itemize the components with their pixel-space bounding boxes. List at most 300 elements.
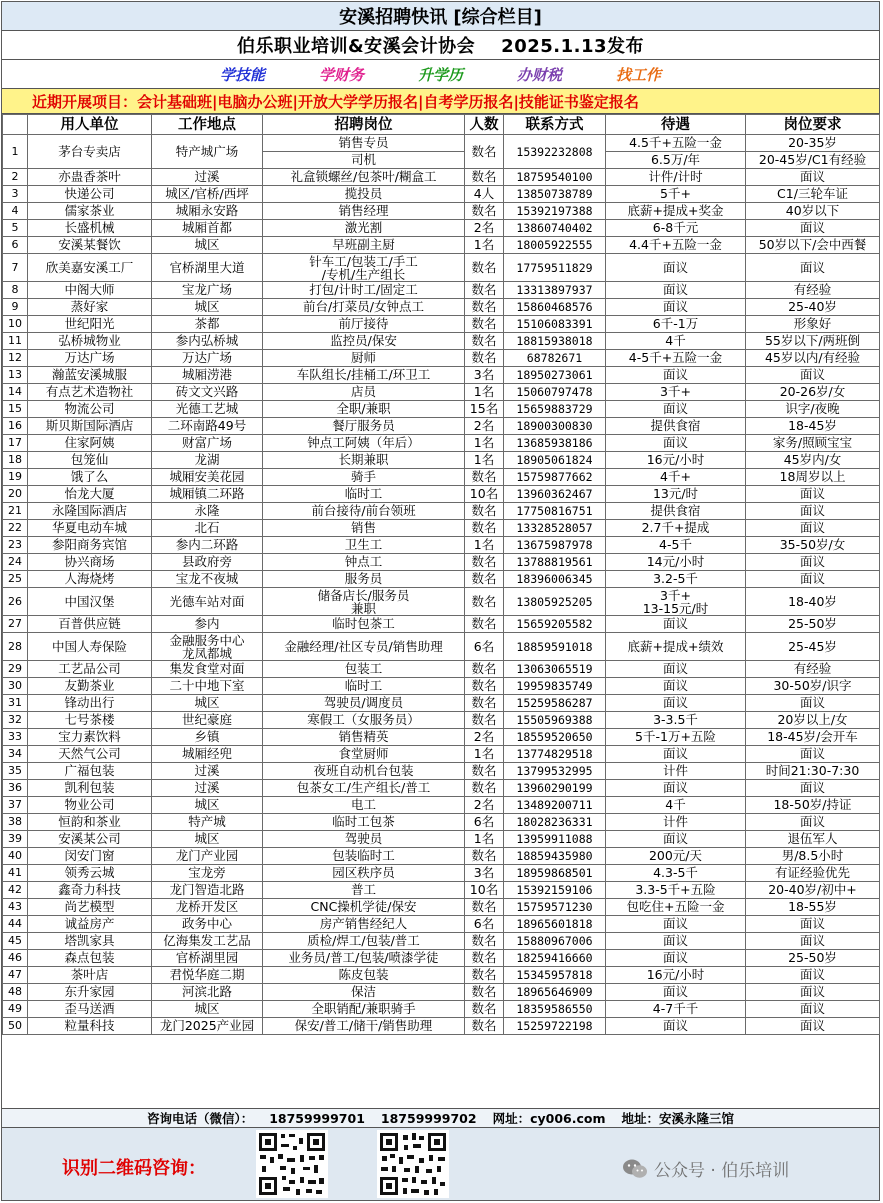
row-company: 住家阿姨 xyxy=(28,435,152,452)
row-phone[interactable]: 15345957818 xyxy=(504,967,606,984)
row-pay-line: 13-15元/时 xyxy=(642,600,709,616)
row-index: 18 xyxy=(3,452,28,469)
row-location: 县政府旁 xyxy=(152,554,263,571)
row-phone[interactable]: 13313897937 xyxy=(504,282,606,299)
row-count: 2名 xyxy=(465,418,504,435)
contact-bar xyxy=(2,1108,879,1128)
row-phone[interactable]: 13774829518 xyxy=(504,746,606,763)
row-count: 6名 xyxy=(465,814,504,831)
row-phone[interactable]: 15860468576 xyxy=(504,299,606,316)
row-pay xyxy=(606,135,746,169)
table-row xyxy=(3,712,880,729)
row-pay: 2.7千+提成 xyxy=(606,520,746,537)
row-count: 数名 xyxy=(465,503,504,520)
row-position: 普工 xyxy=(263,882,465,899)
table-row xyxy=(3,418,880,435)
table-row xyxy=(3,882,880,899)
row-position xyxy=(263,588,465,616)
row-position: 销售精英 xyxy=(263,729,465,746)
row-location-line: 龙凤都城 xyxy=(181,645,232,661)
row-location: 城区 xyxy=(152,1001,263,1018)
row-pay: 面议 xyxy=(606,661,746,678)
row-requirements: 面议 xyxy=(746,1001,880,1018)
row-index: 26 xyxy=(3,588,28,616)
row-phone[interactable]: 15259722198 xyxy=(504,1018,606,1035)
row-position: 包装工 xyxy=(263,661,465,678)
row-location: 宝龙旁 xyxy=(152,865,263,882)
row-phone[interactable]: 18859591018 xyxy=(504,633,606,661)
table-row xyxy=(3,746,880,763)
row-position: 店员 xyxy=(263,384,465,401)
row-requirements: 面议 xyxy=(746,695,880,712)
row-location: 万达广场 xyxy=(152,350,263,367)
table-row xyxy=(3,367,880,384)
row-phone[interactable]: 18859435980 xyxy=(504,848,606,865)
row-count: 数名 xyxy=(465,588,504,616)
row-company: 天然气公司 xyxy=(28,746,152,763)
row-requirements: 面议 xyxy=(746,220,880,237)
table-row xyxy=(3,865,880,882)
row-phone[interactable]: 18900300830 xyxy=(504,418,606,435)
row-index: 25 xyxy=(3,571,28,588)
row-index: 9 xyxy=(3,299,28,316)
row-pay: 13元/时 xyxy=(606,486,746,503)
row-phone[interactable]: 13328528057 xyxy=(504,520,606,537)
row-pay: 面议 xyxy=(606,401,746,418)
row-index: 48 xyxy=(3,984,28,1001)
row-position: 保安/普工/储干/销售助理 xyxy=(263,1018,465,1035)
row-index: 7 xyxy=(3,254,28,282)
row-phone[interactable]: 13805925205 xyxy=(504,588,606,616)
row-index: 31 xyxy=(3,695,28,712)
row-count: 数名 xyxy=(465,254,504,282)
row-pay: 包吃住+五险一金 xyxy=(606,899,746,916)
table-row xyxy=(3,554,880,571)
header-requirements: 岗位要求 xyxy=(746,115,880,135)
footer-panel xyxy=(2,1128,879,1200)
row-index: 36 xyxy=(3,780,28,797)
row-phone[interactable]: 68782671 xyxy=(504,350,606,367)
row-count: 数名 xyxy=(465,661,504,678)
row-location: 财富广场 xyxy=(152,435,263,452)
row-location: 宝龙不夜城 xyxy=(152,571,263,588)
table-row xyxy=(3,401,880,418)
row-phone[interactable]: 13063065519 xyxy=(504,661,606,678)
row-phone[interactable]: 15759571230 xyxy=(504,899,606,916)
row-count: 数名 xyxy=(465,763,504,780)
row-location: 过溪 xyxy=(152,763,263,780)
table-header-row xyxy=(3,115,880,135)
row-pay: 3.2-5千 xyxy=(606,571,746,588)
row-pay: 提供食宿 xyxy=(606,418,746,435)
row-count: 3名 xyxy=(465,865,504,882)
row-phone[interactable]: 18559520650 xyxy=(504,729,606,746)
row-position: 包装临时工 xyxy=(263,848,465,865)
row-company: 物流公司 xyxy=(28,401,152,418)
row-requirements: 形象好 xyxy=(746,316,880,333)
contact-phone-1[interactable]: 18759999701 xyxy=(269,1110,365,1126)
tag-degree: 升学历 xyxy=(417,65,463,84)
row-requirements: 25-40岁 xyxy=(746,299,880,316)
row-count: 1名 xyxy=(465,384,504,401)
row-index: 49 xyxy=(3,1001,28,1018)
row-count: 数名 xyxy=(465,1018,504,1035)
qr-code-2[interactable] xyxy=(377,1130,449,1198)
row-requirements: 18-40岁 xyxy=(746,588,880,616)
row-requirements: 50岁以下/会中西餐 xyxy=(746,237,880,254)
row-location: 城区 xyxy=(152,237,263,254)
row-pay: 面议 xyxy=(606,831,746,848)
row-phone[interactable]: 15880967006 xyxy=(504,933,606,950)
row-phone[interactable]: 18028236331 xyxy=(504,814,606,831)
row-company: 歪马送酒 xyxy=(28,1001,152,1018)
row-index: 13 xyxy=(3,367,28,384)
row-pay: 底薪+提成+奖金 xyxy=(606,203,746,220)
row-company: 尚艺模型 xyxy=(28,899,152,916)
table-row xyxy=(3,452,880,469)
row-company: 茶叶店 xyxy=(28,967,152,984)
row-pay: 200元/天 xyxy=(606,848,746,865)
row-count: 数名 xyxy=(465,695,504,712)
row-index: 5 xyxy=(3,220,28,237)
row-pay: 计件 xyxy=(606,763,746,780)
header-location: 工作地点 xyxy=(152,115,263,135)
row-index: 46 xyxy=(3,950,28,967)
table-row xyxy=(3,616,880,633)
row-location: 城厢首都 xyxy=(152,220,263,237)
row-position: 餐厅服务员 xyxy=(263,418,465,435)
row-phone[interactable]: 15759877662 xyxy=(504,469,606,486)
row-position: 质检/焊工/包装/普工 xyxy=(263,933,465,950)
row-location: 城厢经兜 xyxy=(152,746,263,763)
row-phone[interactable]: 13685938186 xyxy=(504,435,606,452)
row-phone[interactable]: 13489200711 xyxy=(504,797,606,814)
row-phone[interactable]: 15259586287 xyxy=(504,695,606,712)
row-requirements: 面议 xyxy=(746,367,880,384)
row-company: 有点艺术造物社 xyxy=(28,384,152,401)
row-count: 数名 xyxy=(465,616,504,633)
row-phone[interactable]: 18005922555 xyxy=(504,237,606,254)
service-tags xyxy=(2,60,879,89)
row-count: 数名 xyxy=(465,712,504,729)
row-location: 乡镇 xyxy=(152,729,263,746)
row-index: 47 xyxy=(3,967,28,984)
row-phone[interactable]: 13959911088 xyxy=(504,831,606,848)
row-position: 骑手 xyxy=(263,469,465,486)
row-company: 诚益房产 xyxy=(28,916,152,933)
row-company: 饿了么 xyxy=(28,469,152,486)
row-location: 特产城 xyxy=(152,814,263,831)
row-phone[interactable]: 18815938018 xyxy=(504,333,606,350)
row-location: 光德车站对面 xyxy=(152,588,263,616)
row-requirements: 40岁以下 xyxy=(746,203,880,220)
header-pay: 待遇 xyxy=(606,115,746,135)
row-index: 27 xyxy=(3,616,28,633)
row-requirements: 20-40岁/初中+ xyxy=(746,882,880,899)
row-phone[interactable]: 15659205582 xyxy=(504,616,606,633)
row-location: 龙门智造北路 xyxy=(152,882,263,899)
row-phone[interactable]: 13675987978 xyxy=(504,537,606,554)
row-phone[interactable]: 17759511829 xyxy=(504,254,606,282)
row-position: 服务员 xyxy=(263,571,465,588)
row-index: 38 xyxy=(3,814,28,831)
row-pay: 面议 xyxy=(606,746,746,763)
row-position: 驾驶员/调度员 xyxy=(263,695,465,712)
row-requirements: 45岁内/女 xyxy=(746,452,880,469)
row-location: 城区 xyxy=(152,695,263,712)
table-row xyxy=(3,695,880,712)
wechat-account[interactable] xyxy=(622,1156,789,1181)
row-company: 快递公司 xyxy=(28,186,152,203)
row-pay: 面议 xyxy=(606,254,746,282)
page-title: 安溪招聘快讯 [综合栏目] xyxy=(2,2,879,31)
row-requirements: 有经验 xyxy=(746,661,880,678)
row-count: 数名 xyxy=(465,967,504,984)
tag-jobs: 找工作 xyxy=(616,65,662,84)
row-position: 前台/打菜员/女钟点工 xyxy=(263,299,465,316)
row-pay: 面议 xyxy=(606,984,746,1001)
row-pay: 6千-1万 xyxy=(606,316,746,333)
row-location: 北石 xyxy=(152,520,263,537)
row-company: 塔凯家具 xyxy=(28,933,152,950)
tag-finance: 学财务 xyxy=(318,65,364,84)
row-phone[interactable]: 18965601818 xyxy=(504,916,606,933)
row-index: 20 xyxy=(3,486,28,503)
row-phone[interactable]: 18959868501 xyxy=(504,865,606,882)
row-location: 二十中地下室 xyxy=(152,678,263,695)
subtitle-bar xyxy=(2,31,879,60)
row-phone[interactable]: 15392197388 xyxy=(504,203,606,220)
row-position xyxy=(263,135,465,169)
row-position-line: 司机 xyxy=(263,151,464,168)
row-company: 安溪某餐饮 xyxy=(28,237,152,254)
row-count: 数名 xyxy=(465,316,504,333)
row-pay: 14元/小时 xyxy=(606,554,746,571)
row-phone[interactable]: 15659883729 xyxy=(504,401,606,418)
row-position: 销售经理 xyxy=(263,203,465,220)
row-requirements: 有经验 xyxy=(746,282,880,299)
row-index: 41 xyxy=(3,865,28,882)
row-pay: 底薪+提成+绩效 xyxy=(606,633,746,661)
row-phone[interactable]: 18259416660 xyxy=(504,950,606,967)
row-index: 6 xyxy=(3,237,28,254)
row-requirements: 20-26岁/女 xyxy=(746,384,880,401)
row-location: 亿海集发工艺品 xyxy=(152,933,263,950)
row-location: 永隆 xyxy=(152,503,263,520)
row-count: 数名 xyxy=(465,1001,504,1018)
row-index: 35 xyxy=(3,763,28,780)
row-position: 早班副主厨 xyxy=(263,237,465,254)
row-location: 集发食堂对面 xyxy=(152,661,263,678)
row-pay: 4-7千千 xyxy=(606,1001,746,1018)
row-count: 1名 xyxy=(465,746,504,763)
row-index: 19 xyxy=(3,469,28,486)
row-position: 激光割 xyxy=(263,220,465,237)
row-pay: 4千 xyxy=(606,333,746,350)
row-requirements: 面议 xyxy=(746,520,880,537)
row-phone[interactable]: 13860740402 xyxy=(504,220,606,237)
row-position: 厨师 xyxy=(263,350,465,367)
row-requirements: 55岁以下/两班倒 xyxy=(746,333,880,350)
table-row xyxy=(3,282,880,299)
row-index: 14 xyxy=(3,384,28,401)
row-location: 城区 xyxy=(152,831,263,848)
row-location: 特产城广场 xyxy=(152,135,263,169)
table-row xyxy=(3,503,880,520)
row-requirements: 退伍军人 xyxy=(746,831,880,848)
row-index: 39 xyxy=(3,831,28,848)
row-location: 龙桥开发区 xyxy=(152,899,263,916)
row-company: 锋动出行 xyxy=(28,695,152,712)
row-position: 全职/兼职 xyxy=(263,401,465,418)
row-count: 数名 xyxy=(465,520,504,537)
row-count: 6名 xyxy=(465,916,504,933)
row-phone[interactable]: 18905061824 xyxy=(504,452,606,469)
row-position: 销售 xyxy=(263,520,465,537)
row-location: 君悦华庭二期 xyxy=(152,967,263,984)
row-company: 中阁大师 xyxy=(28,282,152,299)
row-phone[interactable]: 13960362467 xyxy=(504,486,606,503)
contact-label: 咨询电话（微信）： xyxy=(146,1111,254,1126)
row-requirements: 18-45岁/会开车 xyxy=(746,729,880,746)
table-row xyxy=(3,186,880,203)
row-requirements: 面议 xyxy=(746,933,880,950)
row-count: 数名 xyxy=(465,203,504,220)
qr-code-1[interactable] xyxy=(256,1130,328,1198)
row-pay: 计件 xyxy=(606,814,746,831)
row-index: 50 xyxy=(3,1018,28,1035)
row-company: 华夏电动车城 xyxy=(28,520,152,537)
row-requirements: 25-45岁 xyxy=(746,633,880,661)
row-position: 钟点工 xyxy=(263,554,465,571)
table-row xyxy=(3,729,880,746)
row-index: 17 xyxy=(3,435,28,452)
row-company: 鑫奇力科技 xyxy=(28,882,152,899)
row-requirements: 面议 xyxy=(746,486,880,503)
row-location xyxy=(152,633,263,661)
row-index: 30 xyxy=(3,678,28,695)
row-requirements xyxy=(746,135,880,169)
row-index: 2 xyxy=(3,169,28,186)
row-company: 弘桥城物业 xyxy=(28,333,152,350)
table-row xyxy=(3,435,880,452)
row-location: 砖文文兴路 xyxy=(152,384,263,401)
row-phone[interactable]: 18965646909 xyxy=(504,984,606,1001)
row-count: 1名 xyxy=(465,537,504,554)
row-index: 22 xyxy=(3,520,28,537)
row-position: 揽投员 xyxy=(263,186,465,203)
row-phone[interactable]: 18950273061 xyxy=(504,367,606,384)
row-company: 中国汉堡 xyxy=(28,588,152,616)
table-row xyxy=(3,588,880,616)
table-row xyxy=(3,486,880,503)
row-company: 长盛机械 xyxy=(28,220,152,237)
row-requirements: 面议 xyxy=(746,1018,880,1035)
row-pay: 面议 xyxy=(606,616,746,633)
row-phone[interactable]: 13850738789 xyxy=(504,186,606,203)
row-company: 恒韵和茶业 xyxy=(28,814,152,831)
row-index: 23 xyxy=(3,537,28,554)
row-count: 数名 xyxy=(465,554,504,571)
row-requirements: 面议 xyxy=(746,746,880,763)
row-phone[interactable]: 18359586550 xyxy=(504,1001,606,1018)
row-count: 数名 xyxy=(465,933,504,950)
row-company: 蒸好家 xyxy=(28,299,152,316)
row-count: 3名 xyxy=(465,367,504,384)
table-row xyxy=(3,661,880,678)
row-location: 城厢镇二环路 xyxy=(152,486,263,503)
row-phone[interactable]: 18396006345 xyxy=(504,571,606,588)
row-company: 凯利包装 xyxy=(28,780,152,797)
row-position: 临时工 xyxy=(263,486,465,503)
row-phone[interactable]: 15392159106 xyxy=(504,882,606,899)
row-requirements: 面议 xyxy=(746,169,880,186)
row-phone[interactable]: 13788819561 xyxy=(504,554,606,571)
row-index: 15 xyxy=(3,401,28,418)
row-position: 驾驶员 xyxy=(263,831,465,848)
row-index: 24 xyxy=(3,554,28,571)
table-row xyxy=(3,967,880,984)
row-location: 茶都 xyxy=(152,316,263,333)
row-pay: 3-3.5千 xyxy=(606,712,746,729)
row-position-line: 针车工/包装工/手工 xyxy=(309,253,418,269)
row-pay: 5千-1万+五险 xyxy=(606,729,746,746)
table-row xyxy=(3,831,880,848)
row-phone[interactable]: 15505969388 xyxy=(504,712,606,729)
table-row xyxy=(3,1001,880,1018)
row-pay: 4.4千+五险一金 xyxy=(606,237,746,254)
row-phone[interactable]: 17750816751 xyxy=(504,503,606,520)
contact-phone-2[interactable]: 18759999702 xyxy=(380,1110,477,1126)
row-requirements: 面议 xyxy=(746,814,880,831)
row-company: 茅台专卖店 xyxy=(28,135,152,169)
row-phone[interactable]: 15060797478 xyxy=(504,384,606,401)
row-position: 前厅接待 xyxy=(263,316,465,333)
row-location: 官桥湖里大道 xyxy=(152,254,263,282)
row-position: 卫生工 xyxy=(263,537,465,554)
row-company: 工艺品公司 xyxy=(28,661,152,678)
row-phone[interactable]: 18759540100 xyxy=(504,169,606,186)
row-pay: 面议 xyxy=(606,933,746,950)
row-requirements: 面议 xyxy=(746,967,880,984)
row-position: CNC操机学徒/保安 xyxy=(263,899,465,916)
row-location: 城区/官桥/西坪 xyxy=(152,186,263,203)
row-phone[interactable]: 19959835749 xyxy=(504,678,606,695)
row-phone[interactable]: 15392232808 xyxy=(504,135,606,169)
row-company: 粒量科技 xyxy=(28,1018,152,1035)
website-link[interactable]: 网址：cy006.com xyxy=(492,1111,606,1126)
row-phone[interactable]: 15106083391 xyxy=(504,316,606,333)
row-count: 数名 xyxy=(465,135,504,169)
row-count: 数名 xyxy=(465,469,504,486)
row-company: 中国人寿保险 xyxy=(28,633,152,661)
row-count: 数名 xyxy=(465,950,504,967)
row-company: 物业公司 xyxy=(28,797,152,814)
row-pay: 面议 xyxy=(606,367,746,384)
row-count: 15名 xyxy=(465,401,504,418)
row-requirements: 18-50岁/持证 xyxy=(746,797,880,814)
row-phone[interactable]: 13960290199 xyxy=(504,780,606,797)
table-row xyxy=(3,763,880,780)
row-requirements: 35-50岁/女 xyxy=(746,537,880,554)
row-count: 6名 xyxy=(465,633,504,661)
row-location: 二环南路49号 xyxy=(152,418,263,435)
row-company: 斯贝斯国际酒店 xyxy=(28,418,152,435)
row-phone[interactable]: 13799532995 xyxy=(504,763,606,780)
row-location: 官桥湖里园 xyxy=(152,950,263,967)
row-requirements: 面议 xyxy=(746,571,880,588)
row-requirements: 30-50岁/识字 xyxy=(746,678,880,695)
